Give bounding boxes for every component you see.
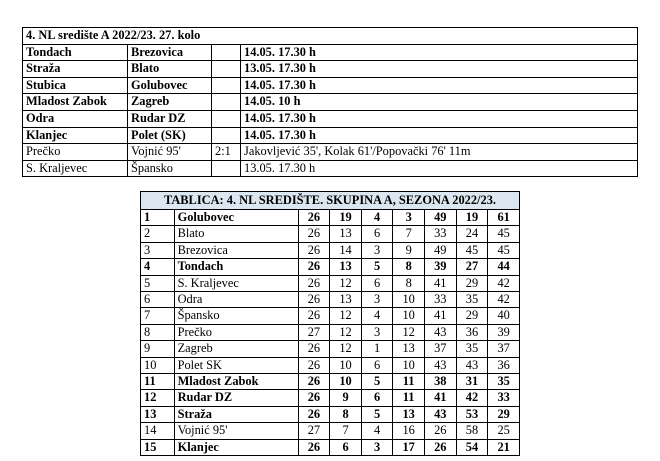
fixture-score	[212, 44, 241, 61]
standings-position: 7	[141, 308, 175, 324]
standings-position: 11	[141, 374, 175, 390]
standings-row	[141, 308, 520, 324]
standings-position: 6	[141, 292, 175, 308]
standings-points: 33	[488, 390, 520, 406]
standings-losses: 10	[393, 292, 425, 308]
standings-draws: 4	[361, 210, 392, 226]
standings-goals-against: 35	[456, 341, 488, 357]
standings-team: S. Kraljevec	[174, 275, 298, 291]
standings-losses: 10	[393, 308, 425, 324]
fixture-info: 14.05. 10 h	[241, 94, 638, 111]
standings-team: Mladost Zabok	[174, 374, 298, 390]
standings-goals-for: 38	[424, 374, 456, 390]
standings-position: 15	[141, 439, 175, 455]
standings-points: 39	[488, 324, 520, 340]
standings-wins: 13	[330, 259, 362, 275]
standings-goals-for: 39	[424, 259, 456, 275]
standings-row	[141, 357, 520, 373]
fixture-info: 14.05. 17.30 h	[241, 44, 638, 61]
fixture-score	[212, 61, 241, 78]
fixture-away-team: Špansko	[128, 160, 212, 177]
standings-points: 25	[488, 423, 520, 439]
fixture-away-team: Golubovec	[128, 77, 212, 94]
fixtures-title: 4. NL središte A 2022/23. 27. kolo	[23, 28, 638, 45]
standings-team: Klanjec	[174, 439, 298, 455]
standings-team: Vojnić 95'	[174, 423, 298, 439]
standings-wins: 12	[330, 341, 362, 357]
standings-position: 13	[141, 406, 175, 422]
standings-points: 29	[488, 406, 520, 422]
standings-losses: 12	[393, 324, 425, 340]
standings-team: Brezovica	[174, 242, 298, 258]
standings-team: Prečko	[174, 324, 298, 340]
standings-wins: 13	[330, 292, 362, 308]
standings-goals-for: 43	[424, 357, 456, 373]
standings-losses: 9	[393, 242, 425, 258]
fixture-score	[212, 160, 241, 177]
standings-team: Straža	[174, 406, 298, 422]
standings-losses: 11	[393, 390, 425, 406]
fixture-row	[23, 61, 638, 78]
standings-position: 2	[141, 226, 175, 242]
standings-points: 61	[488, 210, 520, 226]
fixtures-title-row	[23, 28, 638, 45]
standings-losses: 3	[393, 210, 425, 226]
standings-team: Golubovec	[174, 210, 298, 226]
standings-goals-against: 27	[456, 259, 488, 275]
fixture-home-team: Straža	[23, 61, 128, 78]
standings-goals-against: 58	[456, 423, 488, 439]
standings-losses: 16	[393, 423, 425, 439]
standings-played: 26	[298, 308, 330, 324]
standings-played: 26	[298, 341, 330, 357]
standings-losses: 11	[393, 374, 425, 390]
standings-goals-for: 33	[424, 292, 456, 308]
standings-team: Rudar DZ	[174, 390, 298, 406]
standings-position: 5	[141, 275, 175, 291]
standings-position: 1	[141, 210, 175, 226]
standings-losses: 10	[393, 357, 425, 373]
standings-team: Polet SK	[174, 357, 298, 373]
standings-goals-for: 41	[424, 390, 456, 406]
fixture-home-team: S. Kraljevec	[23, 160, 128, 177]
standings-wins: 10	[330, 357, 362, 373]
standings-row	[141, 439, 520, 455]
standings-losses: 13	[393, 406, 425, 422]
fixture-home-team: Klanjec	[23, 127, 128, 144]
standings-table	[140, 191, 520, 456]
standings-goals-for: 49	[424, 242, 456, 258]
standings-goals-for: 37	[424, 341, 456, 357]
standings-draws: 6	[361, 390, 392, 406]
standings-goals-for: 26	[424, 423, 456, 439]
standings-title-row	[141, 192, 520, 210]
standings-team: Špansko	[174, 308, 298, 324]
standings-points: 42	[488, 275, 520, 291]
standings-wins: 9	[330, 390, 362, 406]
standings-position: 12	[141, 390, 175, 406]
fixture-row	[23, 77, 638, 94]
standings-wins: 14	[330, 242, 362, 258]
standings-position: 9	[141, 341, 175, 357]
standings-draws: 5	[361, 374, 392, 390]
fixture-score	[212, 94, 241, 111]
standings-goals-for: 49	[424, 210, 456, 226]
standings-wins: 12	[330, 275, 362, 291]
fixture-row	[23, 127, 638, 144]
standings-row	[141, 406, 520, 422]
standings-position: 3	[141, 242, 175, 258]
standings-row	[141, 341, 520, 357]
standings-points: 44	[488, 259, 520, 275]
standings-draws: 6	[361, 357, 392, 373]
fixture-home-team: Odra	[23, 110, 128, 127]
standings-goals-against: 45	[456, 242, 488, 258]
standings-team: Odra	[174, 292, 298, 308]
standings-team: Blato	[174, 226, 298, 242]
standings-points: 35	[488, 374, 520, 390]
standings-title: TABLICA: 4. NL SREDIŠTE. SKUPINA A, SEZONA 2022/23.	[141, 192, 520, 210]
standings-goals-against: 24	[456, 226, 488, 242]
standings-position: 8	[141, 324, 175, 340]
standings-wins: 6	[330, 439, 362, 455]
fixture-away-team: Brezovica	[128, 44, 212, 61]
standings-losses: 8	[393, 275, 425, 291]
fixture-away-team: Vojnić 95'	[128, 144, 212, 161]
standings-position: 10	[141, 357, 175, 373]
standings-row	[141, 210, 520, 226]
standings-goals-for: 41	[424, 308, 456, 324]
standings-played: 27	[298, 423, 330, 439]
standings-row	[141, 324, 520, 340]
fixture-info: Jakovljević 35', Kolak 61'/Popovački 76' 11m	[241, 144, 638, 161]
standings-points: 36	[488, 357, 520, 373]
fixture-info: 14.05. 17.30 h	[241, 77, 638, 94]
standings-losses: 17	[393, 439, 425, 455]
standings-wins: 12	[330, 308, 362, 324]
standings-played: 26	[298, 242, 330, 258]
standings-row	[141, 292, 520, 308]
standings-goals-against: 31	[456, 374, 488, 390]
standings-goals-for: 43	[424, 406, 456, 422]
fixture-score: 2:1	[212, 144, 241, 161]
standings-draws: 1	[361, 341, 392, 357]
standings-goals-against: 54	[456, 439, 488, 455]
standings-points: 21	[488, 439, 520, 455]
fixture-away-team: Zagreb	[128, 94, 212, 111]
standings-played: 27	[298, 324, 330, 340]
standings-team: Zagreb	[174, 341, 298, 357]
standings-losses: 8	[393, 259, 425, 275]
standings-goals-for: 26	[424, 439, 456, 455]
standings-wins: 10	[330, 374, 362, 390]
standings-played: 26	[298, 259, 330, 275]
standings-played: 26	[298, 390, 330, 406]
standings-draws: 3	[361, 439, 392, 455]
standings-goals-for: 41	[424, 275, 456, 291]
standings-played: 26	[298, 292, 330, 308]
standings-points: 37	[488, 341, 520, 357]
fixture-home-team: Mladost Zabok	[23, 94, 128, 111]
fixture-score	[212, 127, 241, 144]
standings-wins: 12	[330, 324, 362, 340]
standings-wins: 19	[330, 210, 362, 226]
standings-draws: 4	[361, 308, 392, 324]
standings-goals-against: 19	[456, 210, 488, 226]
standings-points: 45	[488, 242, 520, 258]
standings-row	[141, 226, 520, 242]
standings-wins: 8	[330, 406, 362, 422]
standings-goals-against: 53	[456, 406, 488, 422]
fixture-away-team: Polet (SK)	[128, 127, 212, 144]
standings-draws: 3	[361, 324, 392, 340]
standings-goals-for: 33	[424, 226, 456, 242]
standings-goals-against: 29	[456, 308, 488, 324]
standings-played: 26	[298, 374, 330, 390]
standings-goals-against: 35	[456, 292, 488, 308]
standings-draws: 3	[361, 242, 392, 258]
standings-goals-against: 29	[456, 275, 488, 291]
fixture-home-team: Tondach	[23, 44, 128, 61]
fixture-score	[212, 77, 241, 94]
standings-draws: 4	[361, 423, 392, 439]
standings-wins: 13	[330, 226, 362, 242]
standings-played: 26	[298, 210, 330, 226]
standings-played: 26	[298, 439, 330, 455]
fixture-row	[23, 94, 638, 111]
fixture-info: 14.05. 17.30 h	[241, 110, 638, 127]
fixture-info: 13.05. 17.30 h	[241, 160, 638, 177]
standings-draws: 5	[361, 259, 392, 275]
standings-position: 4	[141, 259, 175, 275]
fixture-away-team: Rudar DZ	[128, 110, 212, 127]
standings-row	[141, 423, 520, 439]
standings-played: 26	[298, 357, 330, 373]
fixture-home-team: Stubica	[23, 77, 128, 94]
standings-position: 14	[141, 423, 175, 439]
standings-points: 40	[488, 308, 520, 324]
standings-goals-against: 42	[456, 390, 488, 406]
standings-draws: 3	[361, 292, 392, 308]
standings-points: 42	[488, 292, 520, 308]
standings-played: 26	[298, 275, 330, 291]
standings-played: 26	[298, 406, 330, 422]
standings-row	[141, 259, 520, 275]
standings-draws: 6	[361, 226, 392, 242]
fixtures-table	[22, 27, 638, 177]
fixture-info: 14.05. 17.30 h	[241, 127, 638, 144]
standings-row	[141, 275, 520, 291]
standings-goals-for: 43	[424, 324, 456, 340]
fixture-row	[23, 44, 638, 61]
fixture-info: 13.05. 17.30 h	[241, 61, 638, 78]
fixture-away-team: Blato	[128, 61, 212, 78]
standings-points: 45	[488, 226, 520, 242]
standings-row	[141, 242, 520, 258]
standings-team: Tondach	[174, 259, 298, 275]
fixture-score	[212, 110, 241, 127]
standings-draws: 5	[361, 406, 392, 422]
standings-losses: 7	[393, 226, 425, 242]
standings-draws: 6	[361, 275, 392, 291]
fixture-home-team: Prečko	[23, 144, 128, 161]
standings-goals-against: 36	[456, 324, 488, 340]
standings-played: 26	[298, 226, 330, 242]
fixture-row	[23, 160, 638, 177]
standings-losses: 13	[393, 341, 425, 357]
standings-row	[141, 390, 520, 406]
standings-wins: 7	[330, 423, 362, 439]
fixture-row	[23, 144, 638, 161]
fixture-row	[23, 110, 638, 127]
standings-row	[141, 374, 520, 390]
standings-goals-against: 43	[456, 357, 488, 373]
